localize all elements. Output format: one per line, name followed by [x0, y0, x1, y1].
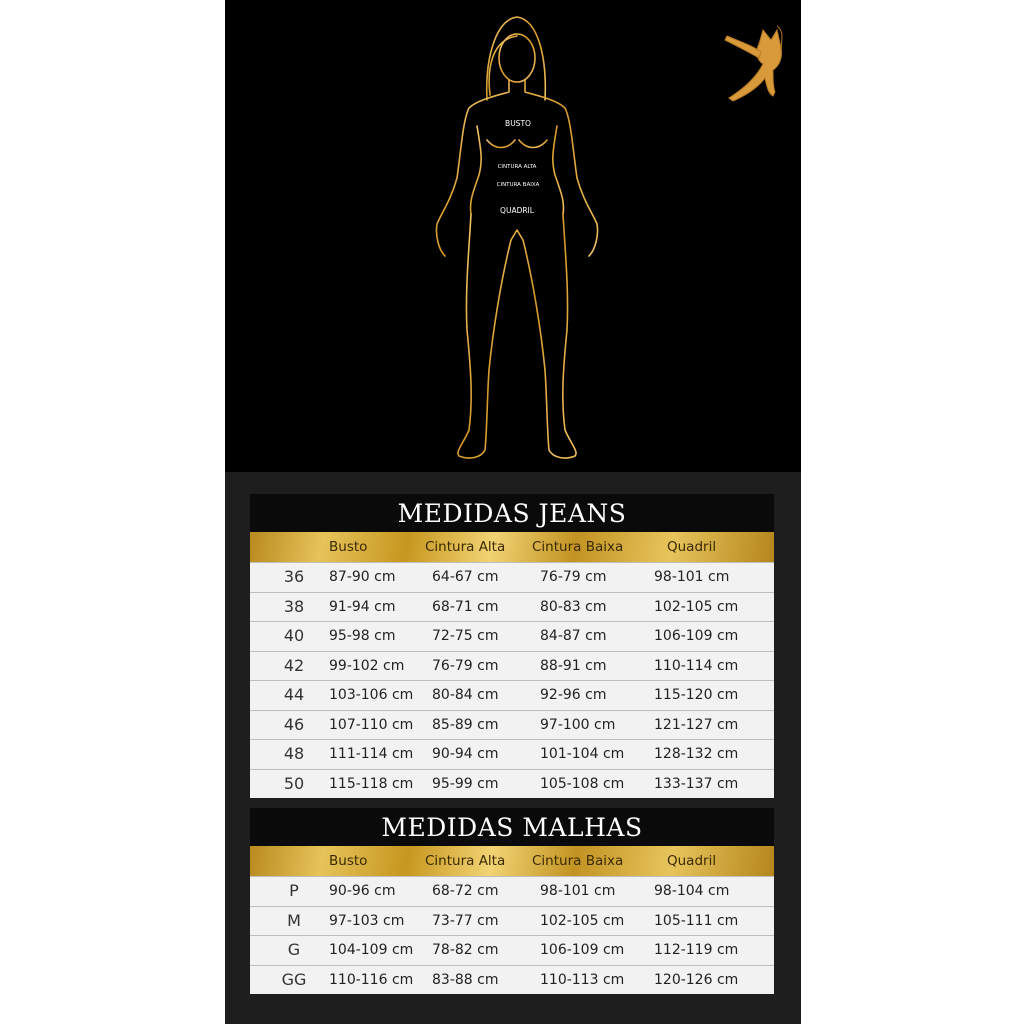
table-row	[250, 710, 774, 740]
cintura-baixa-cell: 76-79 cm	[540, 569, 607, 585]
busto-cell: 104-109 cm	[329, 942, 414, 958]
malhas-header-row	[250, 846, 774, 876]
cintura-alta-cell: 76-79 cm	[432, 657, 499, 674]
size-cell: 46	[283, 714, 305, 734]
header-cintura-baixa: Cintura Baixa	[532, 539, 624, 555]
legs-outline	[458, 214, 576, 458]
cintura-alta-cell: 64-67 cm	[432, 569, 499, 585]
header-cintura-baixa: Cintura Baixa	[532, 853, 624, 869]
jeans-title: MEDIDAS JEANS	[250, 494, 774, 532]
cintura-baixa-cell: 105-108 cm	[540, 775, 625, 792]
hair-outline	[487, 17, 546, 100]
cintura-baixa-cell: 106-109 cm	[540, 942, 625, 958]
cintura-alta-cell: 78-82 cm	[432, 942, 499, 958]
cintura-baixa-cell: 97-100 cm	[540, 716, 616, 733]
cintura-alta-cell: 73-77 cm	[432, 912, 499, 929]
quadril-cell: 121-127 cm	[654, 716, 739, 733]
busto-cell: 103-106 cm	[329, 687, 414, 703]
header-quadril: Quadril	[667, 539, 717, 555]
size-chart-panel	[225, 0, 801, 1024]
size-cell: M	[287, 910, 301, 930]
size-cell: 38	[283, 596, 305, 616]
cintura-baixa-cell: 80-83 cm	[540, 598, 607, 615]
header-busto: Busto	[329, 853, 368, 869]
quadril-cell: 105-111 cm	[654, 912, 739, 929]
header-cintura-alta: Cintura Alta	[425, 853, 506, 869]
cat-figure-logo-icon	[725, 26, 782, 101]
quadril-cell: 98-101 cm	[654, 569, 730, 585]
tables-area	[225, 472, 801, 1024]
malhas-table	[250, 808, 774, 994]
quadril-cell: 102-105 cm	[654, 598, 739, 615]
quadril-cell: 112-119 cm	[654, 942, 739, 958]
cintura-alta-cell: 90-94 cm	[432, 746, 499, 762]
table-row	[250, 906, 774, 936]
label-busto: BUSTO	[505, 119, 531, 128]
busto-cell: 110-116 cm	[329, 971, 414, 988]
busto-cell: 95-98 cm	[329, 628, 396, 644]
label-quadril: QUADRIL	[500, 206, 534, 215]
label-cintura-alta: CINTURA ALTA	[497, 164, 537, 170]
size-cell: G	[287, 940, 301, 959]
cintura-alta-cell: 95-99 cm	[432, 775, 499, 792]
cintura-alta-cell: 68-71 cm	[432, 598, 499, 615]
quadril-cell: 115-120 cm	[654, 687, 739, 703]
jeans-header-row	[250, 532, 774, 562]
busto-cell: 115-118 cm	[329, 775, 414, 792]
busto-cell: 107-110 cm	[329, 716, 414, 733]
cintura-baixa-cell: 98-101 cm	[540, 883, 616, 899]
table-row	[250, 651, 774, 681]
busto-cell: 87-90 cm	[329, 569, 396, 585]
jeans-table	[250, 494, 774, 798]
size-cell: P	[289, 881, 299, 900]
label-cintura-baixa: CINTURA BAIXA	[496, 182, 540, 188]
size-cell: 48	[283, 744, 305, 763]
cintura-baixa-cell: 102-105 cm	[540, 912, 625, 929]
cintura-alta-cell: 72-75 cm	[432, 628, 499, 644]
cintura-baixa-cell: 92-96 cm	[540, 687, 607, 703]
cintura-baixa-cell: 101-104 cm	[540, 746, 625, 762]
size-cell: 36	[283, 567, 305, 586]
malhas-title: MEDIDAS MALHAS	[250, 808, 774, 846]
busto-cell: 90-96 cm	[329, 883, 396, 899]
size-cell: GG	[281, 969, 307, 989]
table-row	[250, 876, 774, 906]
cintura-baixa-cell: 84-87 cm	[540, 628, 607, 644]
table-row	[250, 562, 774, 592]
header-quadril: Quadril	[667, 853, 717, 869]
table-row	[250, 769, 774, 799]
table-row	[250, 739, 774, 769]
table-row	[250, 592, 774, 622]
table-row	[250, 965, 774, 995]
head-outline	[499, 34, 535, 82]
table-row	[250, 680, 774, 710]
busto-cell: 111-114 cm	[329, 746, 414, 762]
cintura-baixa-cell: 110-113 cm	[540, 971, 625, 988]
header-cintura-alta: Cintura Alta	[425, 539, 506, 555]
quadril-cell: 98-104 cm	[654, 883, 730, 899]
size-cell: 44	[283, 685, 305, 704]
busto-cell: 99-102 cm	[329, 657, 405, 674]
cintura-baixa-cell: 88-91 cm	[540, 657, 607, 674]
header-busto: Busto	[329, 539, 368, 555]
quadril-cell: 128-132 cm	[654, 746, 739, 762]
busto-cell: 97-103 cm	[329, 912, 405, 929]
cintura-alta-cell: 85-89 cm	[432, 716, 499, 733]
cintura-alta-cell: 80-84 cm	[432, 687, 499, 703]
size-cell: 50	[283, 773, 305, 793]
busto-cell: 91-94 cm	[329, 598, 396, 615]
quadril-cell: 133-137 cm	[654, 775, 739, 792]
cintura-alta-cell: 83-88 cm	[432, 971, 499, 988]
quadril-cell: 110-114 cm	[654, 657, 739, 674]
table-row	[250, 621, 774, 651]
size-cell: 42	[283, 655, 305, 675]
waist-outline	[470, 126, 563, 214]
size-cell: 40	[283, 626, 305, 645]
cintura-alta-cell: 68-72 cm	[432, 883, 499, 899]
quadril-cell: 106-109 cm	[654, 628, 739, 644]
body-measurement-figure	[225, 0, 801, 472]
table-row	[250, 935, 774, 965]
quadril-cell: 120-126 cm	[654, 971, 739, 988]
